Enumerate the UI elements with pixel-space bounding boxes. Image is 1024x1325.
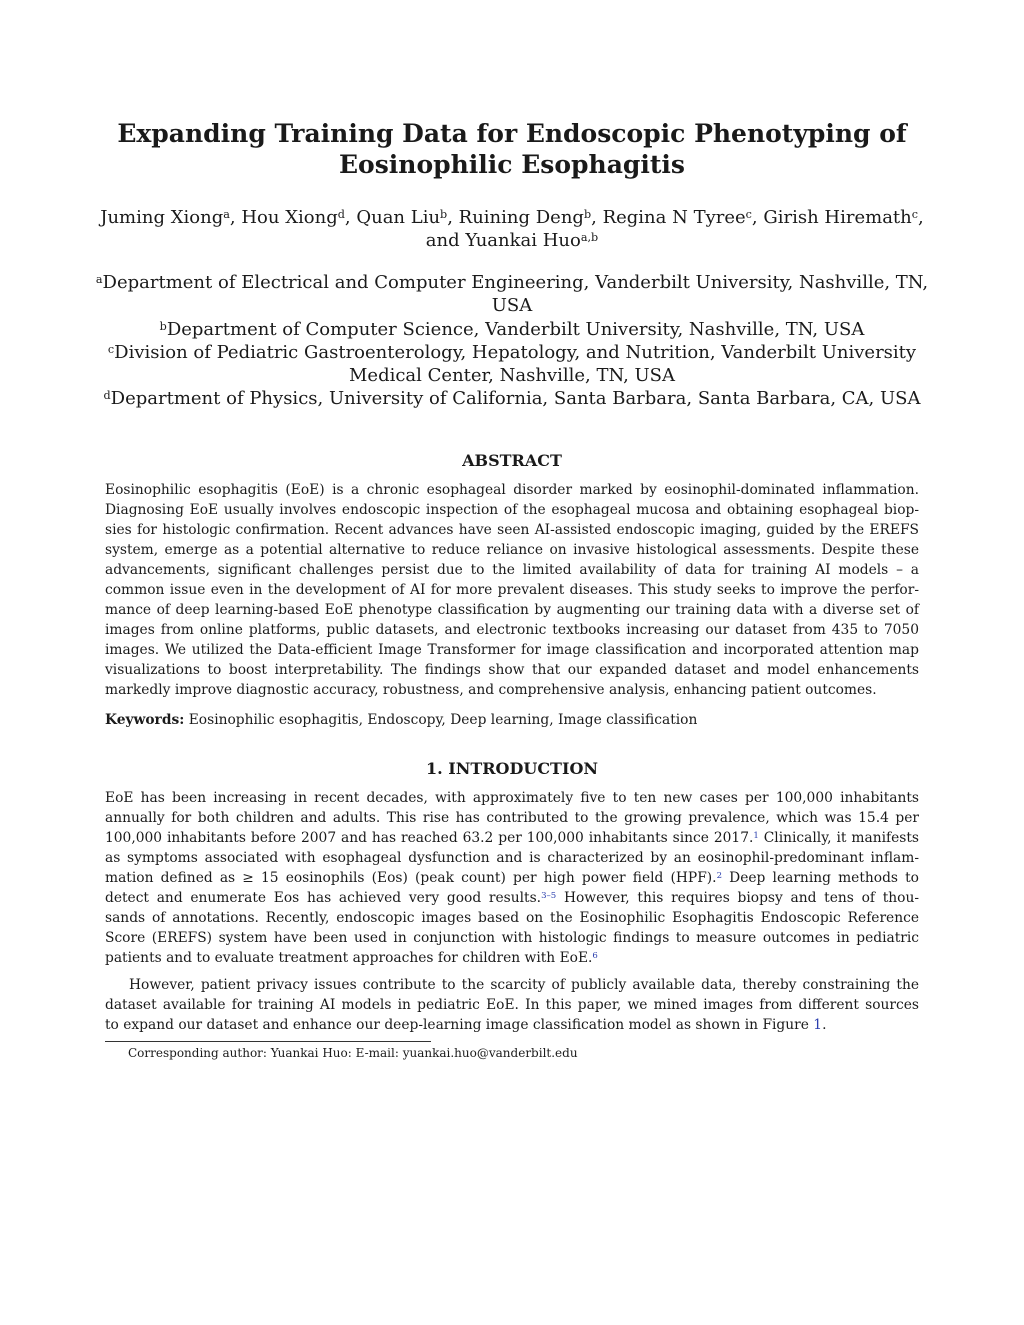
author-affiliation-mark: a (223, 207, 230, 221)
paragraph-line: to expand our dataset and enhance our deep-learning image classification model as shown in Figure 1. (105, 1017, 827, 1033)
paragraph-line: detect and enumerate Eos has achieved very good results.$^{3-5}$ However, this requires biopsy and tens of thou- (105, 890, 919, 906)
abstract-line: markedly improve diagnostic accuracy, robustness, and comprehensive analysis, enhancing patient outcomes. (105, 682, 877, 698)
paragraph-line: annually for both children and adults. This rise has contributed to the growing prevalence, which was 15.4 per (105, 810, 919, 826)
author-affiliation-mark: d (337, 207, 345, 221)
affiliation-text: Division of Pediatric Gastroenterology, Hepatology, and Nutrition, Vanderbilt University (114, 341, 917, 363)
abstract-line: Diagnosing EoE usually involves endoscopic inspection of the esophageal mucosa and obtaining esophageal biop- (105, 502, 919, 518)
keywords-text: Eosinophilic esophagitis, Endoscopy, Deep learning, Image classification (188, 712, 698, 728)
author-connector: and (425, 230, 460, 251)
keywords (105, 710, 919, 730)
affiliation-text: Department of Electrical and Computer Engineering, Vanderbilt University, Nashville, TN, (102, 272, 929, 293)
abstract-line: advancements, significant challenges persist due to the limited availability of data for training AI models – a (105, 562, 919, 578)
affiliation (95, 271, 929, 294)
affiliation (95, 387, 929, 410)
author-name: Girish Hiremath (763, 207, 912, 228)
paragraph-line: as symptoms associated with esophageal dysfunction and is characterized by an eosinophil-predominant inflam- (105, 850, 919, 866)
figure-reference-link[interactable]: 1 (813, 1017, 823, 1033)
author-name: Quan Liu (356, 207, 441, 228)
paper-title-line: Eosinophilic Esophagitis (339, 150, 685, 179)
author-name: Regina N Tyree (602, 207, 746, 228)
paragraph-line: However, patient privacy issues contribute to the scarcity of publicly available data, thereby constraining the (129, 977, 919, 993)
introduction-heading: 1. INTRODUCTION (425, 759, 599, 778)
arxiv-identifier (28, 364, 90, 964)
affiliation-list (95, 271, 929, 411)
paragraph-line: sands of annotations. Recently, endoscopic images based on the Eosinophilic Esophagitis Endoscopic Reference (105, 910, 919, 926)
author-name: Yuankai Huo (465, 230, 581, 251)
paper-title-line: Expanding Training Data for Endoscopic Phenotyping of (117, 119, 907, 148)
keywords-label: Keywords: (105, 712, 185, 728)
author-affiliation-mark: c (745, 207, 752, 221)
abstract-line: visualizations to boost interpretability. The findings show that our expanded dataset and model enhancements (105, 662, 919, 678)
affiliation-text: Department of Computer Science, Vanderbilt University, Nashville, TN, USA (166, 318, 865, 340)
affiliation-mark: c (107, 342, 115, 356)
author-line: Juming Xiong$^a$, Hou Xiong$^d$, Quan Liu$^b$, Ruining Deng$^b$, Regina N Tyree$^c$, Girish Hiremath$^c$, (100, 207, 924, 228)
abstract-line: sies for histologic confirmation. Recent advances have seen AI-assisted endoscopic imaging, guided by the EREFS (105, 522, 919, 538)
author-affiliation-mark: b (440, 207, 448, 221)
paragraph-line: Score (EREFS) system have been used in conjunction with histologic findings to measure outcomes in pediatric (105, 930, 919, 946)
affiliation-mark: a (95, 272, 103, 286)
author-affiliation-mark: a,b (580, 230, 599, 244)
abstract-line: mance of deep learning-based EoE phenotype classification by augmenting our training data with a diverse set of (105, 602, 919, 618)
author-line (95, 229, 929, 252)
abstract-body (105, 480, 919, 700)
author-name: Ruining Deng (458, 207, 584, 228)
affiliation-mark: d (103, 389, 111, 403)
paper-title (100, 118, 924, 180)
author-name: Hou Xiong (241, 207, 338, 228)
citation-link[interactable]: 2 (716, 871, 723, 882)
affiliation-text: Department of Physics, University of California, Santa Barbara, Santa Barbara, CA, USA (110, 388, 921, 410)
author-affiliation-mark: c (911, 207, 918, 221)
citation-link[interactable]: 3–5 (541, 891, 557, 902)
citation-link[interactable]: 1 (753, 831, 759, 842)
affiliation-continuation: Medical Center, Nashville, TN, USA (348, 365, 676, 387)
abstract-line: images from online platforms, public datasets, and electronic textbooks increasing our dataset from 435 to 7050 (105, 622, 919, 638)
paragraph-line: mation defined as ≥ 15 eosinophils (Eos) (peak count) per high power field (HPF).$^2$ Deep learning methods to (105, 870, 919, 886)
paragraph-line: patients and to evaluate treatment approaches for children with EoE.$^6$ (105, 950, 598, 966)
corresponding-author-footnote: Corresponding author: Yuankai Huo: E-mail: yuankai.huo@vanderbilt.edu (128, 1046, 578, 1060)
author-list (95, 206, 929, 252)
affiliation-mark: b (159, 319, 167, 333)
paragraph-line: 100,000 inhabitants before 2007 and has reached 63.2 per 100,000 inhabitants since 2017.$^1$ Clinically, it manifests (105, 830, 919, 846)
citation-link[interactable]: 6 (592, 951, 598, 962)
author-affiliation-mark: b (583, 207, 592, 221)
abstract-line: Eosinophilic esophagitis (EoE) is a chronic esophageal disorder marked by eosinophil-dominated inflammation. (105, 482, 919, 498)
footnote-divider (105, 1041, 431, 1042)
introduction-paragraph-1 (105, 788, 919, 968)
abstract-line: common issue even in the development of AI for more prevalent diseases. This study seeks to improve the perfor- (105, 582, 919, 598)
abstract-line: system, emerge as a potential alternative to reduce reliance on invasive histological assessments. Despite these (105, 542, 919, 558)
affiliation (95, 318, 929, 341)
author-name: Juming Xiong (100, 207, 224, 228)
abstract-heading: ABSTRACT (462, 451, 562, 470)
affiliation-continuation: USA (491, 295, 533, 317)
affiliation (95, 341, 929, 364)
paragraph-line: EoE has been increasing in recent decades, with approximately five to ten new cases per 100,000 inhabitants (105, 790, 919, 806)
abstract-line: images. We utilized the Data-efficient Image Transformer for image classification and incorporated attention map (105, 642, 919, 658)
introduction-paragraph-2 (105, 975, 919, 1035)
paragraph-line: dataset available for training AI models in pediatric EoE. In this paper, we mined images from different sources (105, 997, 919, 1013)
